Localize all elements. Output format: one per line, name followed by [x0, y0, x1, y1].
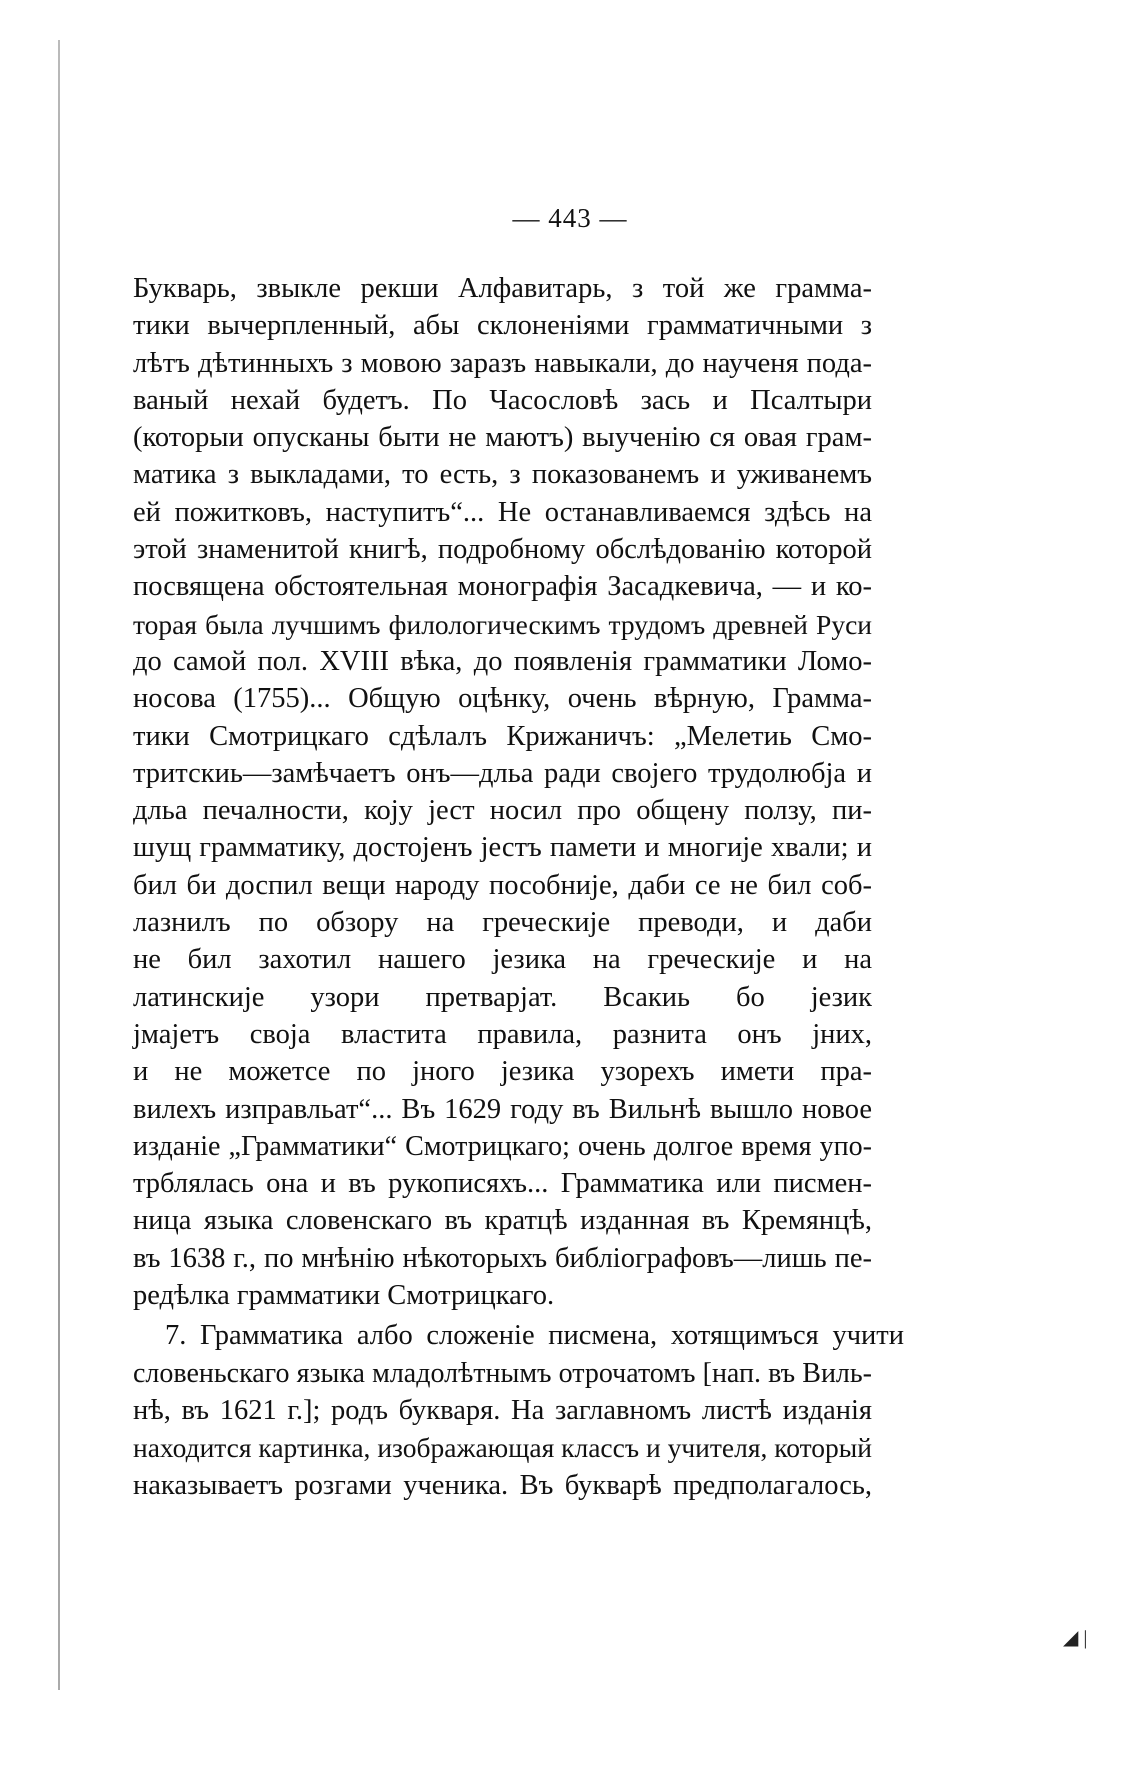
- paragraph: [133, 270, 872, 1314]
- text-line: трблялась она и въ рукописяхъ... Грамматика или писмен-: [133, 1168, 872, 1200]
- text-line: въ 1638 г., по мнѣнію нѣкоторыхъ библіографовъ—лишь пе-: [133, 1242, 872, 1274]
- text-line: не бил захотил нашего језика на греческије и на: [133, 944, 872, 976]
- text-line: шущ грамматику, достојенъ јестъ памети и многије хвали; и: [133, 832, 872, 864]
- text-line: Букварь, звыкле рекши Алфавитарь, з той же грамма-: [133, 273, 872, 304]
- text-line: ница языка словенскаго въ кратцѣ изданная въ Кремянцѣ,: [133, 1205, 872, 1237]
- text-line: нѣ, въ 1621 г.]; родъ букваря. На заглавномъ листѣ изданія: [133, 1394, 872, 1426]
- scan-edge-mark: ◢ |: [1063, 1627, 1088, 1649]
- text-line: јмајетъ своја властита правила, разнита онъ јних,: [133, 1018, 872, 1050]
- text-line: носова (1755)... Общую оцѣнку, очень вѣрную, Грамма-: [133, 683, 872, 715]
- text-line: ей пожитковъ, наступитъ“... Не останавливаемся здѣсь на: [133, 496, 872, 528]
- text-line: дльа печалности, коју јест носил про общену ползу, пи-: [133, 795, 872, 827]
- text-line: тики вычерпленный, абы склоненіями грамматичными з: [133, 310, 872, 342]
- text-line: ваный нехай будетъ. По Часословѣ зась и Псалтыри: [133, 384, 872, 416]
- body-text: [133, 270, 904, 1504]
- text-line: торая была лучшимъ филологическимъ трудомъ древней Руси: [133, 608, 872, 640]
- text-line: до самой пол. XVIII вѣка, до появленія грамматики Ломо-: [133, 645, 872, 677]
- text-line: (которыи опусканы быти не маютъ) выученію ся овая грам-: [133, 422, 872, 454]
- text-line: тики Смотрицкаго сдѣлалъ Крижаничъ: „Мелетиь Смо-: [133, 720, 872, 752]
- text-line: наказываетъ розгами ученика. Въ букварѣ предполагалось,: [133, 1469, 872, 1501]
- text-line: и не можетсе по јного језика узорехъ имети пра-: [133, 1056, 872, 1088]
- page-number: — 443 —: [512, 203, 628, 233]
- scan-edge: [58, 40, 60, 1690]
- text-line: этой знаменитой книгѣ, подробному обслѣдованію которой: [133, 534, 872, 566]
- text-line: матика з выкладами, то есть, з показованемъ и уживанемъ: [133, 459, 872, 491]
- text-line: редѣлка грамматики Смотрицкаго.: [133, 1280, 555, 1312]
- text-line: тритскиь—замѣчаетъ онъ—дльа ради својего трудолюбја и: [133, 757, 872, 789]
- text-line: находится картинка, изображающая классъ и учителя, который: [133, 1432, 872, 1464]
- text-line: словеньскаго языка младолѣтнымъ отрочатомъ [нап. въ Виль-: [133, 1357, 872, 1389]
- text-line: вилехъ изправльат“... Въ 1629 году въ Вильнѣ вышло новое: [133, 1093, 872, 1125]
- text-line: лазнилъ по обзору на греческије преводи, и даби: [133, 907, 872, 939]
- text-line: латинскије узори претварјат. Всакиь бо језик: [133, 981, 872, 1013]
- text-line: бил би доспил вещи народу пособније, даби се не бил соб-: [133, 869, 872, 901]
- text-line: изданіе „Грамматики“ Смотрицкаго; очень долгое время упо-: [133, 1130, 872, 1162]
- paragraph: [133, 1317, 904, 1503]
- text-line: посвящена обстоятельная монографія Засадкевича, — и ко-: [133, 571, 872, 603]
- text-line: лѣтъ дѣтинныхъ з мовою заразъ навыкали, до наученя пода-: [133, 347, 872, 379]
- text-line: 7. Грамматика албо сложеніе писмена, хотящимъся учити: [165, 1320, 904, 1352]
